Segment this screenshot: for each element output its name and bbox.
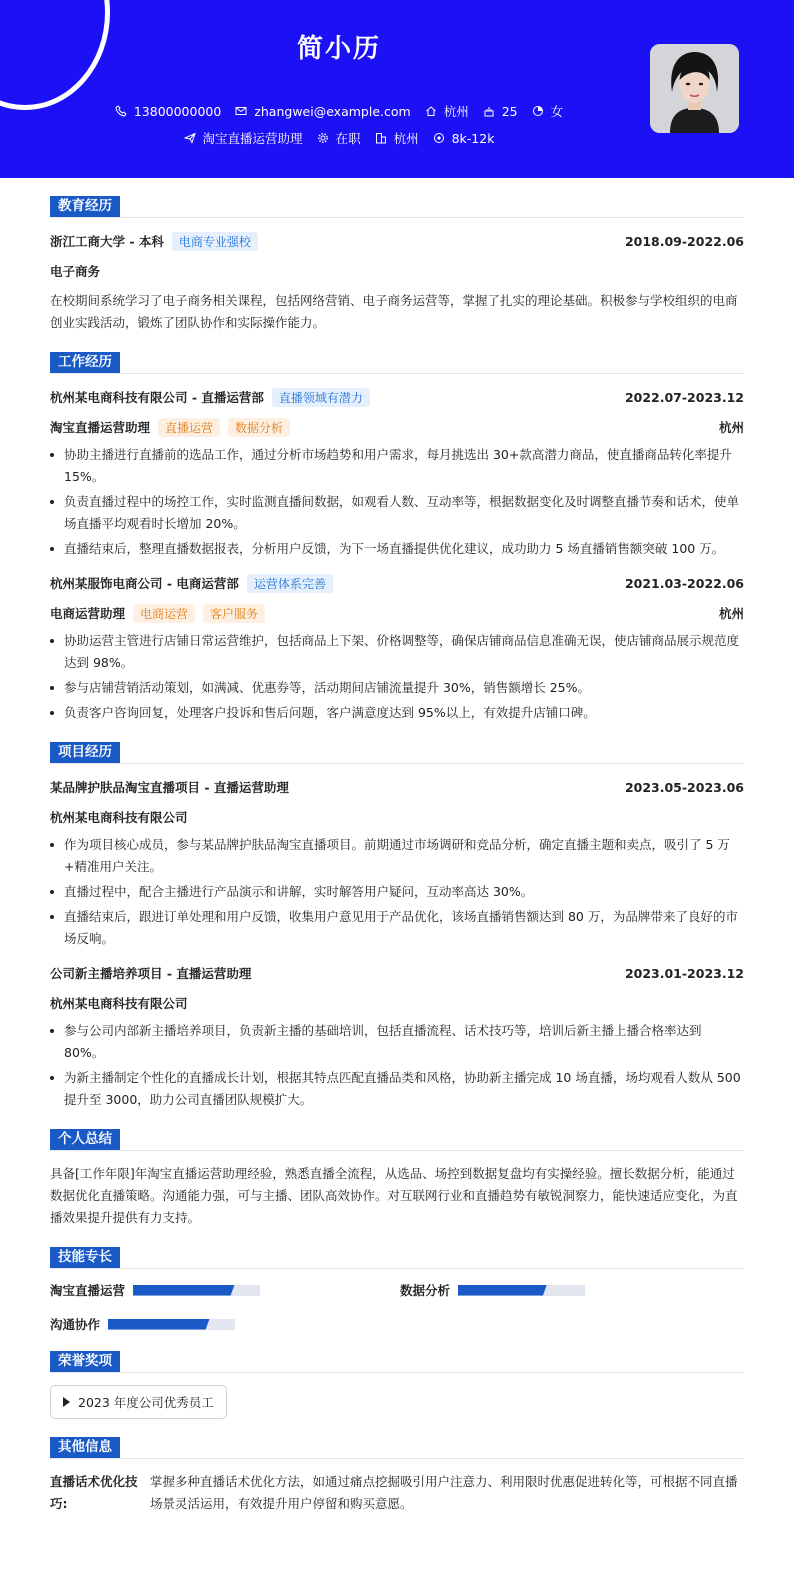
candidate-name: 简小历 — [296, 34, 381, 64]
project-company-line — [50, 992, 744, 1014]
list-item: 协助运营主管进行店铺日常运营维护，包括商品上下架、价格调整等，确保店铺商品信息准确无误，使店铺商品展示规范度达到 98%。 — [50, 630, 744, 674]
position-line — [50, 416, 744, 438]
education-period: 2018.09-2022.06 — [624, 233, 744, 249]
summary-text: 具备[工作年限]年淘宝直播运营助理经验，熟悉直播全流程，从选品、场控到数据复盘均有实操经验。擅长数据分析，能通过数据优化直播策略。沟通能力强，可与主播、团队高效协作。对互联网行业和直播趋势有敏锐洞察力，能快速适应变化，为直播效果提升提供有力支持。 — [50, 1166, 738, 1225]
building-icon — [375, 132, 387, 144]
gender-icon — [532, 105, 544, 117]
phone-text: 13800000000 — [133, 103, 222, 119]
position-name: 电商运营助理 — [50, 606, 126, 621]
section-label: 其他信息 — [50, 1437, 120, 1458]
section-title — [50, 1437, 744, 1459]
skills-grid — [50, 1281, 744, 1333]
section-label: 荣誉奖项 — [50, 1351, 120, 1372]
salary-item — [433, 129, 495, 147]
project-header — [50, 776, 744, 798]
city-item — [375, 129, 419, 147]
salary-text: 8k-12k — [451, 130, 495, 146]
section-title — [50, 1247, 744, 1269]
list-item: 负责客户咨询回复，处理客户投诉和售后问题，客户满意度达到 95%以上，有效提升店铺口碑。 — [50, 702, 744, 724]
summary-section — [50, 1129, 744, 1229]
major-name: 电子商务 — [50, 264, 101, 279]
skill-bar-fill — [133, 1285, 235, 1296]
project-company-line — [50, 806, 744, 828]
award-text: 2023 年度公司优秀员工 — [78, 1395, 214, 1410]
projects-section — [50, 742, 744, 1111]
list-item: 协助主播进行直播前的选品工作，通过分析市场趋势和用户需求，每月挑选出 30+款高潜力商品，使直播商品转化率提升 15%。 — [50, 444, 744, 488]
project-title: 某品牌护肤品淘宝直播项目 - 直播运营助理 — [50, 780, 289, 795]
section-title — [50, 352, 744, 374]
gender-item — [532, 102, 564, 120]
work-section — [50, 352, 744, 724]
work-header — [50, 386, 744, 408]
cake-icon — [483, 105, 495, 117]
skill-name: 数据分析 — [400, 1283, 451, 1298]
skill-bar-fill — [458, 1285, 547, 1296]
other-item — [50, 1471, 744, 1515]
phone-item — [115, 102, 221, 120]
skill-name: 淘宝直播运营 — [50, 1283, 126, 1298]
skill-bar — [133, 1285, 260, 1296]
skill-item — [400, 1281, 740, 1299]
other-section — [50, 1437, 744, 1515]
section-label: 个人总结 — [50, 1129, 120, 1150]
position-text: 淘宝直播运营助理 — [202, 131, 303, 146]
list-item: 作为项目核心成员，参与某品牌护肤品淘宝直播项目。前期通过市场调研和竞品分析，确定直播主题和卖点，吸引了 5 万+精准用户关注。 — [50, 834, 744, 878]
mail-icon — [235, 105, 247, 117]
project-header — [50, 962, 744, 984]
coin-icon — [433, 132, 445, 144]
project-bullets — [50, 834, 744, 950]
skill-tag: 数据分析 — [228, 418, 290, 437]
skill-name: 沟通协作 — [50, 1317, 101, 1332]
status-text: 在职 — [335, 131, 361, 146]
project-title: 公司新主播培养项目 - 直播运营助理 — [50, 966, 252, 981]
list-item: 负责直播过程中的场控工作，实时监测直播间数据，如观看人数、互动率等，根据数据变化及时调整直播节奏和话术，使单场直播平均观看时长增加 20%。 — [50, 491, 744, 535]
location-item — [425, 102, 469, 120]
skill-item — [50, 1315, 400, 1333]
age-item — [483, 102, 518, 120]
award-item — [50, 1385, 227, 1419]
project-period: 2023.01-2023.12 — [624, 965, 744, 981]
skill-bar-fill — [108, 1319, 210, 1330]
work-city: 杭州 — [718, 420, 744, 435]
project-company: 杭州某电商科技有限公司 — [50, 996, 188, 1011]
other-key: 直播话术优化技巧: — [50, 1474, 138, 1511]
section-label: 技能专长 — [50, 1247, 120, 1268]
age-text: 25 — [501, 103, 518, 119]
company-name: 杭州某服饰电商公司 - 电商运营部 — [50, 576, 239, 591]
awards-section — [50, 1351, 744, 1419]
work-header — [50, 572, 744, 594]
list-item: 直播过程中，配合主播进行产品演示和讲解，实时解答用户疑问，互动率高达 30%。 — [50, 881, 744, 903]
email-text: zhangwei@example.com — [254, 103, 411, 119]
work-item — [50, 572, 744, 724]
email-item — [235, 102, 410, 120]
project-item — [50, 776, 744, 950]
contact-row — [0, 102, 678, 120]
major-line — [50, 260, 744, 282]
status-item — [317, 129, 361, 147]
company-name: 杭州某电商科技有限公司 - 直播运营部 — [50, 390, 264, 405]
job-intent-row — [0, 129, 678, 147]
school-tag: 电商专业强校 — [172, 232, 258, 251]
play-icon — [63, 1397, 70, 1407]
skills-section — [50, 1247, 744, 1333]
work-period: 2022.07-2023.12 — [624, 389, 744, 405]
education-header — [50, 230, 744, 252]
section-label: 教育经历 — [50, 196, 120, 217]
resume-body — [0, 178, 794, 1515]
company-tag: 直播领域有潜力 — [272, 388, 370, 407]
location-text: 杭州 — [443, 104, 469, 119]
avatar — [650, 44, 739, 133]
other-value: 掌握多种直播话术优化方法，如通过痛点挖掘吸引用户注意力、利用限时优惠促进转化等，可根据不同直播场景灵活运用，有效提升用户停留和购买意愿。 — [150, 1474, 738, 1511]
work-item — [50, 386, 744, 560]
school-name: 浙江工商大学 - 本科 — [50, 234, 164, 249]
gender-text: 女 — [550, 104, 564, 119]
section-title — [50, 1351, 744, 1373]
education-section — [50, 196, 744, 334]
project-bullets — [50, 1020, 744, 1111]
home-icon — [425, 105, 437, 117]
send-icon — [184, 132, 196, 144]
work-bullets — [50, 630, 744, 724]
skill-tag: 直播运营 — [158, 418, 220, 437]
skill-bar — [458, 1285, 585, 1296]
section-title — [50, 196, 744, 218]
project-item — [50, 962, 744, 1111]
position-item — [184, 129, 303, 147]
work-period: 2021.03-2022.06 — [624, 575, 744, 591]
section-title — [50, 1129, 744, 1151]
skill-item — [50, 1281, 400, 1299]
work-bullets — [50, 444, 744, 560]
position-line — [50, 602, 744, 624]
list-item: 参与公司内部新主播培养项目，负责新主播的基础培训，包括直播流程、话术技巧等，培训后新主播上播合格率达到 80%。 — [50, 1020, 744, 1064]
resume-header — [0, 0, 794, 178]
project-period: 2023.05-2023.06 — [624, 779, 744, 795]
skill-tag: 电商运营 — [133, 604, 195, 623]
position-name: 淘宝直播运营助理 — [50, 420, 151, 435]
skill-bar — [108, 1319, 235, 1330]
city-text: 杭州 — [393, 131, 419, 146]
education-description: 在校期间系统学习了电子商务相关课程，包括网络营销、电子商务运营等，掌握了扎实的理论基础。积极参与学校组织的电商创业实践活动，锻炼了团队协作和实际操作能力。 — [50, 293, 738, 330]
list-item: 为新主播制定个性化的直播成长计划，根据其特点匹配直播品类和风格，协助新主播完成 10 场直播，场均观看人数从 500 提升至 3000，助力公司直播团队规模扩大。 — [50, 1067, 744, 1111]
company-tag: 运营体系完善 — [247, 574, 333, 593]
gear-icon — [317, 132, 329, 144]
phone-icon — [115, 105, 127, 117]
list-item: 参与店铺营销活动策划，如满减、优惠券等，活动期间店铺流量提升 30%，销售额增长 25%。 — [50, 677, 744, 699]
list-item: 直播结束后，跟进订单处理和用户反馈，收集用户意见用于产品优化，该场直播销售额达到 80 万，为品牌带来了良好的市场反响。 — [50, 906, 744, 950]
work-city: 杭州 — [718, 606, 744, 621]
list-item: 直播结束后，整理直播数据报表，分析用户反馈，为下一场直播提供优化建议，成功助力 5 场直播销售额突破 100 万。 — [50, 538, 744, 560]
section-label: 工作经历 — [50, 352, 120, 373]
skill-tag: 客户服务 — [203, 604, 265, 623]
section-label: 项目经历 — [50, 742, 120, 763]
project-company: 杭州某电商科技有限公司 — [50, 810, 188, 825]
section-title — [50, 742, 744, 764]
